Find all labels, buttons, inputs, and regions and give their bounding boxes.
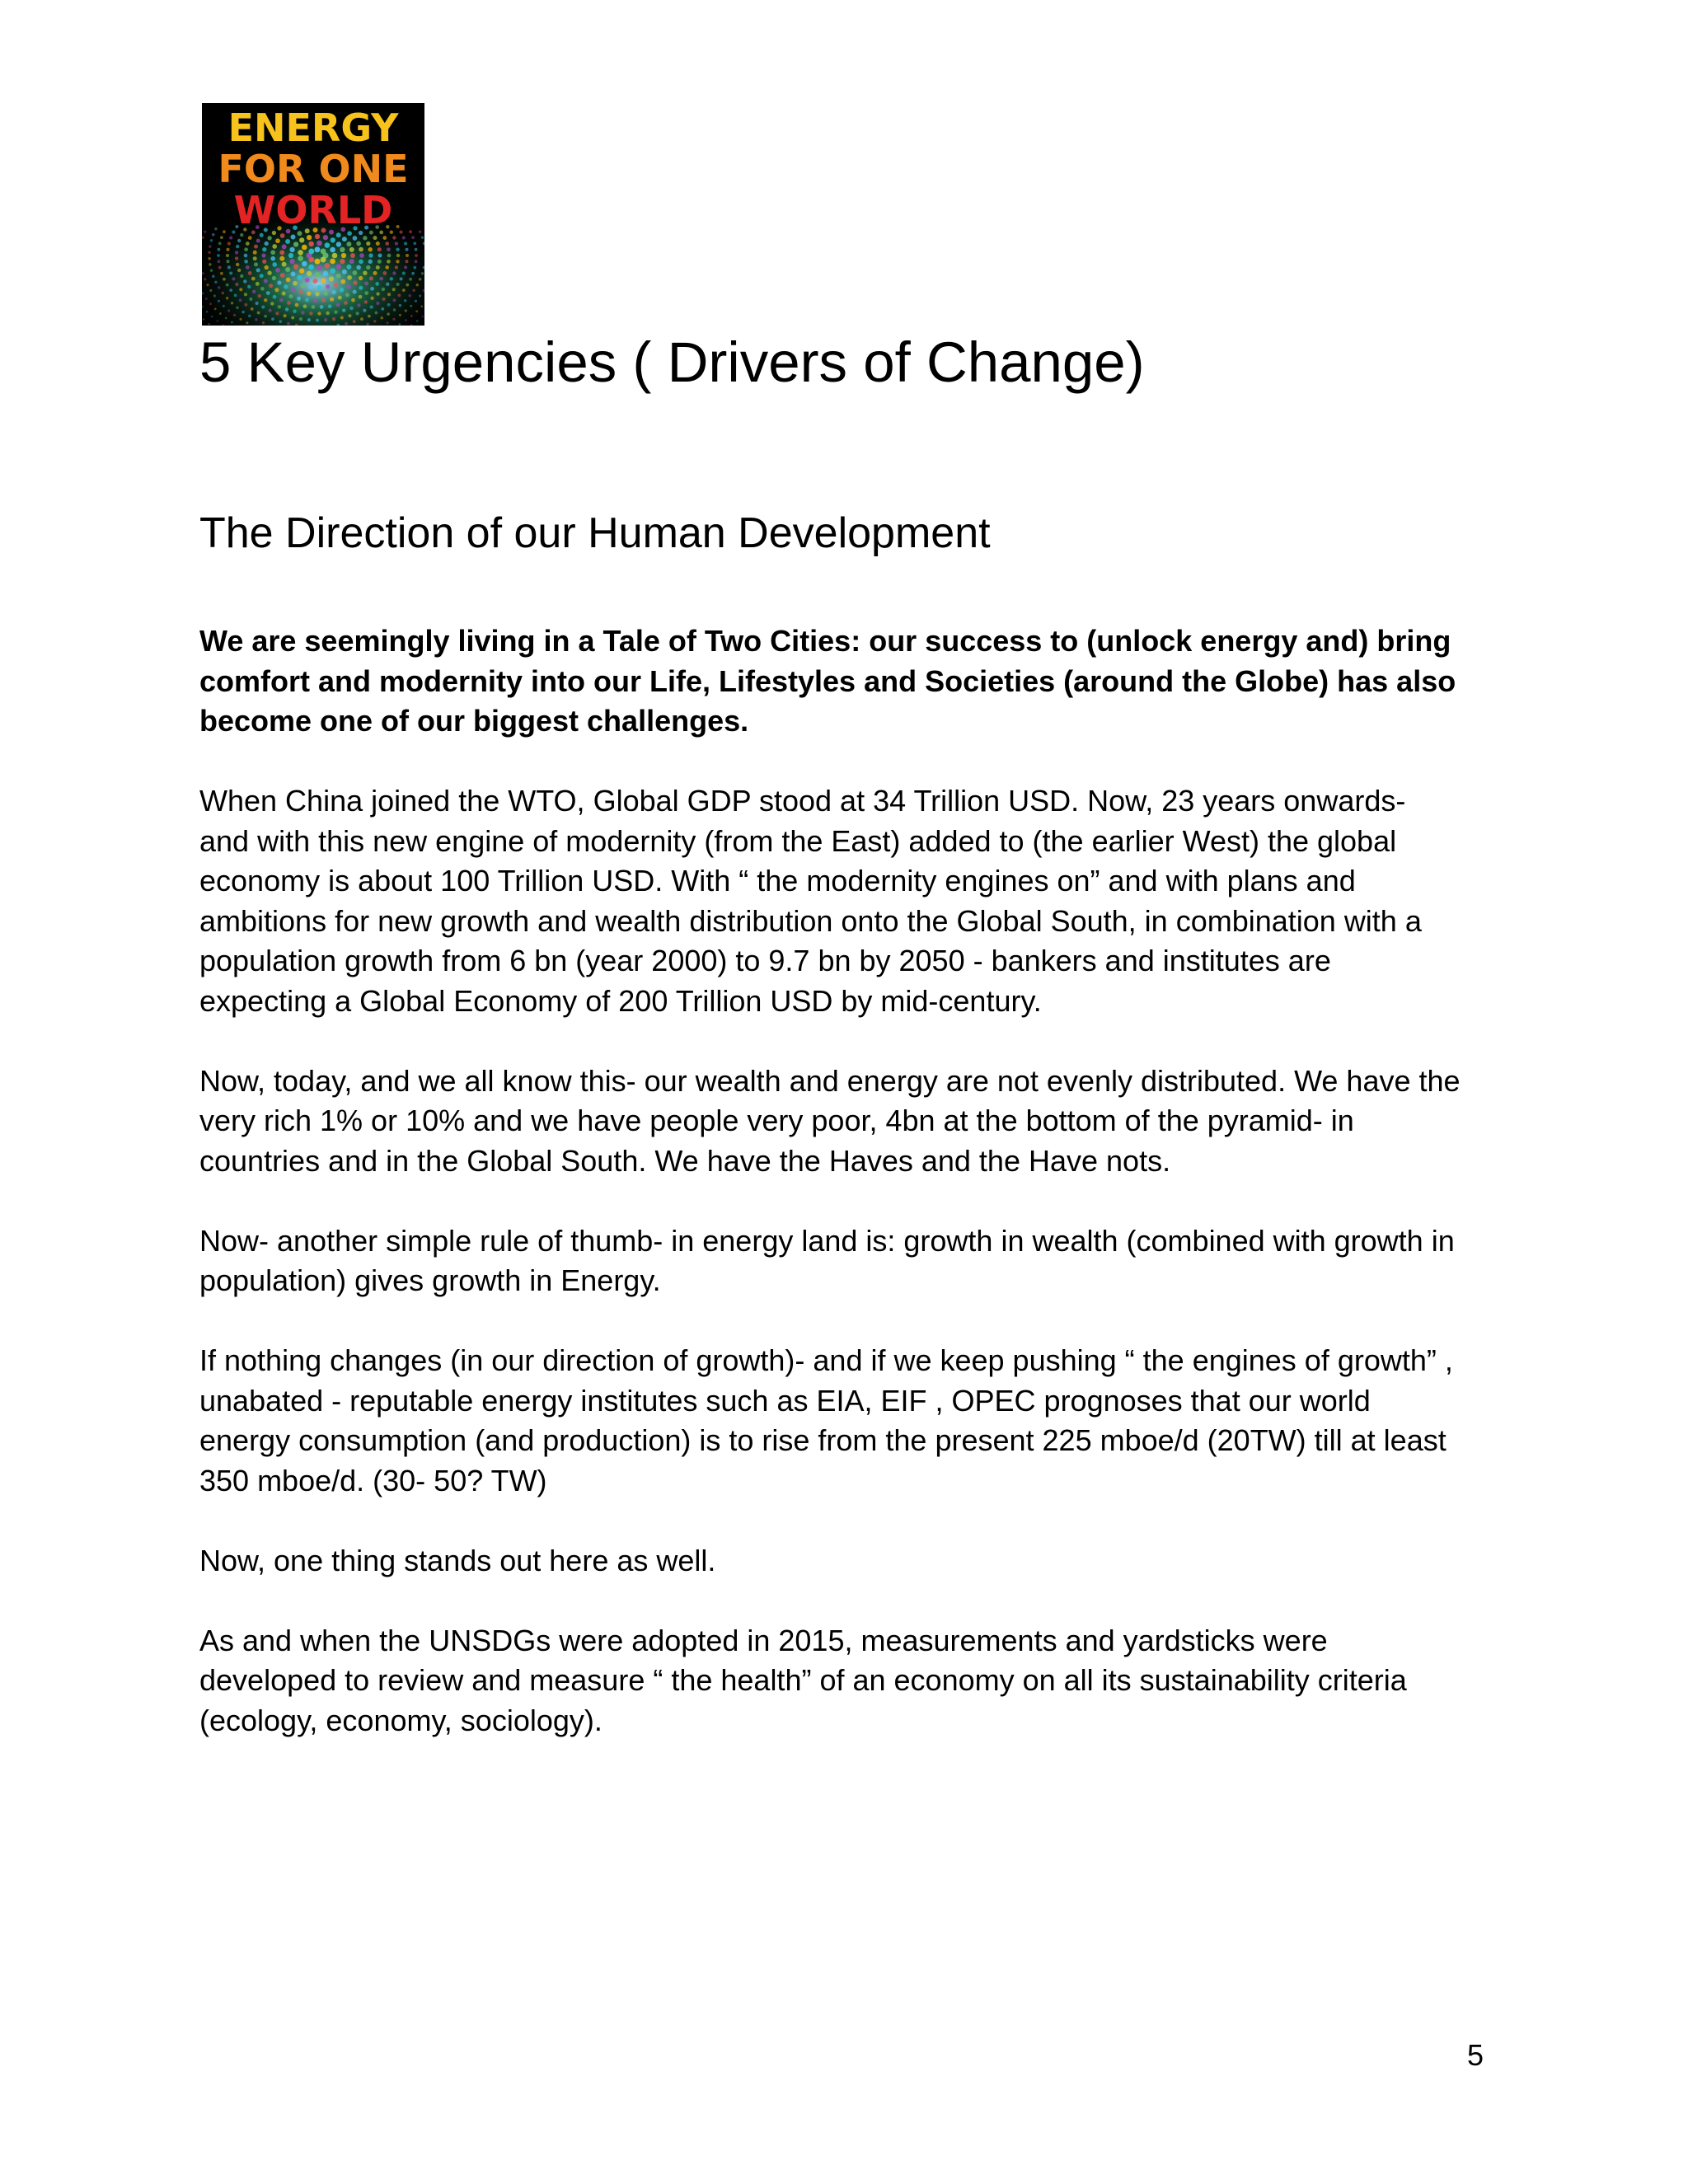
page-title: 5 Key Urgencies ( Drivers of Change): [199, 330, 1145, 394]
energy-for-one-world-logo: [202, 103, 424, 326]
text-line: comfort and modernity into our Life, Lifestyles and Societies (around the Globe) has also: [199, 663, 1456, 698]
text-line: developed to review and measure “ the health” of an economy on all its sustainability criteria: [199, 1663, 1407, 1697]
paragraph-wealth-distribution: [199, 1062, 1502, 1182]
text-line: expecting a Global Economy of 200 Trillion USD by mid-century.: [199, 983, 1042, 1018]
text-line: If nothing changes (in our direction of growth)- and if we keep pushing “ the engines of growth” ,: [199, 1343, 1453, 1377]
paragraph-rule-of-thumb: [199, 1221, 1502, 1301]
logo-line-3: WORLD: [233, 188, 393, 232]
paragraph-energy-forecast: [199, 1341, 1502, 1501]
text-line: Now, one thing stands out here as well.: [199, 1543, 716, 1577]
text-line: and with this new engine of modernity (from the East) added to (the earlier West) the global: [199, 823, 1397, 858]
text-line: (ecology, economy, sociology).: [199, 1703, 603, 1737]
logo-line-1: ENERGY: [227, 105, 399, 150]
text-line: When China joined the WTO, Global GDP stood at 34 Trillion USD. Now, 23 years onwards-: [199, 784, 1406, 818]
paragraph-gdp: [199, 781, 1502, 1021]
text-line: As and when the UNSDGs were adopted in 2015, measurements and yardsticks were: [199, 1623, 1328, 1657]
lead-paragraph: [199, 621, 1502, 742]
text-line: 350 mboe/d. (30- 50? TW): [199, 1463, 547, 1497]
text-line: ambitions for new growth and wealth distribution onto the Global South, in combination with a: [199, 903, 1422, 938]
paragraph-stands-out: [199, 1541, 1502, 1582]
text-line: become one of our biggest challenges.: [199, 704, 749, 738]
text-line: energy consumption (and production) is to rise from the present 225 mboe/d (20TW) till at least: [199, 1423, 1447, 1457]
text-line: population) gives growth in Energy.: [199, 1263, 661, 1297]
text-line: population growth from 6 bn (year 2000) to 9.7 bn by 2050 - bankers and institutes are: [199, 944, 1331, 977]
text-line: economy is about 100 Trillion USD. With “ the modernity engines on” and with plans and: [199, 864, 1356, 898]
text-line: Now- another simple rule of thumb- in energy land is: growth in wealth (combined with growth in: [199, 1223, 1455, 1258]
paragraph-unsdgs: [199, 1621, 1502, 1741]
text-line: very rich 1% or 10% and we have people very poor, 4bn at the bottom of the pyramid- in: [199, 1104, 1354, 1137]
logo-graphic: [202, 103, 424, 326]
page-number: 5: [1466, 2038, 1484, 2072]
body-text: [199, 621, 1502, 1781]
text-line: Now, today, and we all know this- our wealth and energy are not evenly distributed. We have the: [199, 1063, 1461, 1098]
text-line: We are seemingly living in a Tale of Two Cities: our success to (unlock energy and) bring: [199, 624, 1451, 658]
logo-line-2: FOR ONE: [218, 147, 409, 191]
text-line: countries and in the Global South. We have the Haves and the Have nots.: [199, 1143, 1171, 1178]
section-subtitle: The Direction of our Human Development: [199, 509, 991, 557]
text-line: unabated - reputable energy institutes such as EIA, EIF , OPEC prognoses that our world: [199, 1383, 1371, 1418]
